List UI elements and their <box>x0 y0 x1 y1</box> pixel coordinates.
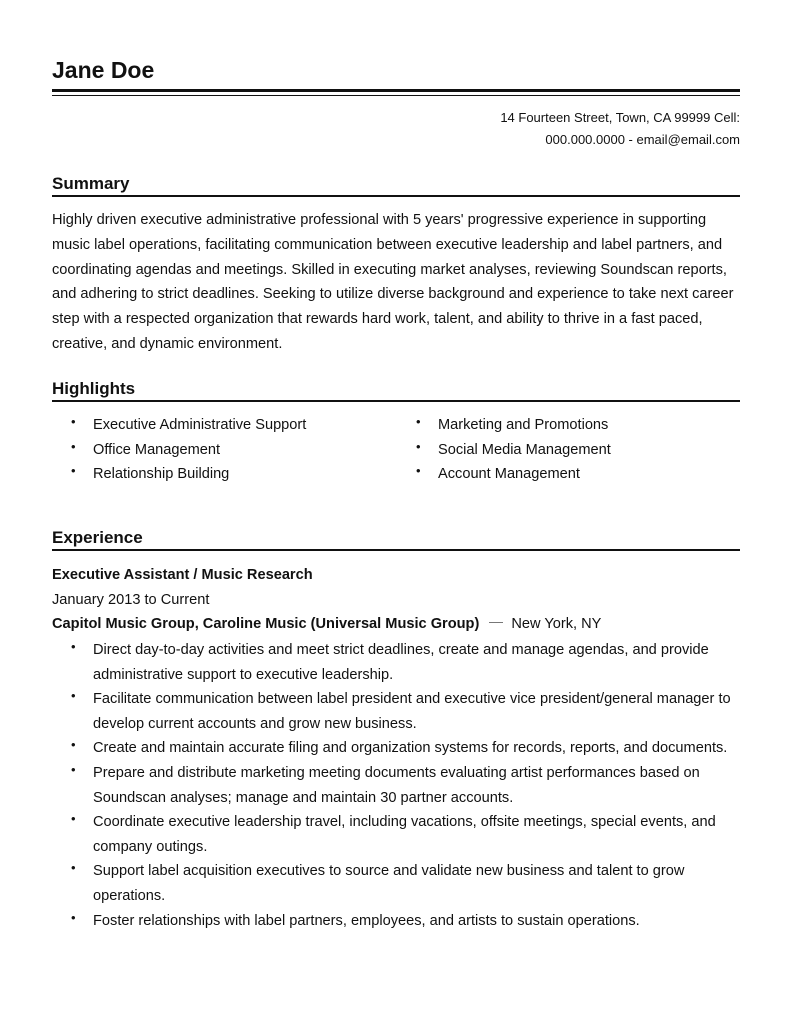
bullet-icon: • <box>71 438 76 454</box>
highlights-right-list <box>416 413 611 487</box>
highlight-label: Marketing and Promotions <box>438 417 609 433</box>
highlights-rule <box>52 400 740 402</box>
bullet-text: Coordinate executive leadership travel, including vacations, offsite meetings, special events, and company outings. <box>93 814 716 855</box>
list-item <box>71 909 748 934</box>
list-item <box>71 687 748 736</box>
bullet-icon: • <box>71 811 76 827</box>
experience-heading: Experience <box>52 528 143 547</box>
highlight-item <box>71 462 306 487</box>
job-company-line <box>52 614 601 634</box>
contact-line-2: 000.000.0000 - email@email.com <box>545 132 740 147</box>
list-item <box>71 810 748 859</box>
summary-rule <box>52 195 740 197</box>
highlights-left-list <box>71 413 307 487</box>
highlight-label: Executive Administrative Support <box>93 417 307 433</box>
bullet-icon: • <box>416 414 421 429</box>
highlight-item <box>71 438 306 463</box>
bullet-text: Direct day-to-day activities and meet strict deadlines, create and manage agendas, and provide administrative support to executive leadership. <box>93 642 709 683</box>
job-bullets <box>71 638 748 933</box>
header-rule-thick <box>52 89 740 92</box>
contact-info <box>440 107 740 151</box>
job-location: New York, NY <box>511 616 602 632</box>
contact-line-1: 14 Fourteen Street, Town, CA 99999 Cell: <box>500 110 740 125</box>
resume-name: Jane Doe <box>52 57 155 83</box>
experience-rule <box>52 549 740 551</box>
bullet-icon: • <box>416 463 421 479</box>
bullet-text: Foster relationships with label partners, employees, and artists to sustain operations. <box>93 912 640 929</box>
highlights-heading: Highlights <box>52 379 136 398</box>
highlight-label: Relationship Building <box>93 466 230 483</box>
job-title: Executive Assistant / Music Research <box>52 567 313 583</box>
bullet-text: Create and maintain accurate filing and organization systems for records, reports, and documents. <box>93 740 728 757</box>
highlight-label: Social Media Management <box>438 441 611 458</box>
list-item <box>71 638 748 687</box>
dash-separator <box>489 622 503 623</box>
header-rule-thin <box>52 95 740 96</box>
list-item <box>71 859 748 908</box>
bullet-icon: • <box>71 909 76 925</box>
highlight-label: Office Management <box>93 441 221 458</box>
bullet-icon: • <box>416 438 421 454</box>
summary-text: Highly driven executive administrative professional with 5 years' progressive experience in supporting music label operations, facilitating communication between executive leadership and label partners, and coordinating agendas and meetings. Skilled in executing market analyses, reviewing Soundscan reports, and adhering to strict deadlines. Seeking to utilize diverse background and experience to take next career step with a respected organization that rewards hard work, talent, and ability to thrive in a fast paced, creative, and dynamic environment. <box>52 212 734 352</box>
bullet-text: Prepare and distribute marketing meeting documents evaluating artist performances based on Soundscan analyses; manage and maintain 30 partner accounts. <box>93 764 700 806</box>
highlight-item <box>416 462 611 487</box>
bullet-icon: • <box>71 688 76 704</box>
job-dates: January 2013 to Current <box>52 592 210 608</box>
list-item <box>71 736 748 761</box>
bullet-icon: • <box>71 463 76 479</box>
bullet-icon: • <box>71 639 76 654</box>
bullet-icon: • <box>71 737 76 753</box>
bullet-text: Support label acquisition executives to source and validate new business and talent to grow operations. <box>93 863 685 904</box>
highlight-item <box>71 413 307 438</box>
highlight-label: Account Management <box>438 466 580 483</box>
highlight-item <box>416 413 611 438</box>
highlight-item <box>416 438 611 463</box>
summary-heading: Summary <box>52 174 130 193</box>
bullet-icon: • <box>71 414 76 429</box>
bullet-icon: • <box>71 860 76 876</box>
bullet-icon: • <box>71 761 76 777</box>
list-item <box>71 761 748 810</box>
job-company: Capitol Music Group, Caroline Music (Universal Music Group) <box>52 616 480 632</box>
bullet-text: Facilitate communication between label president and executive vice president/general manager to develop current accounts and grow new business. <box>93 691 731 732</box>
